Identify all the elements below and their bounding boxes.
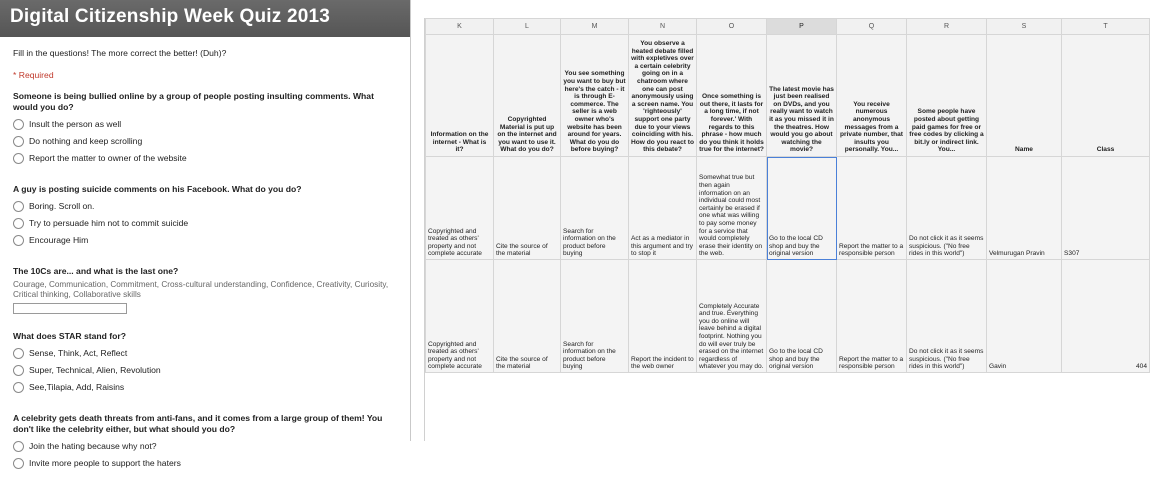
table-cell[interactable]: Report the incident to the web owner	[629, 260, 697, 373]
question-1	[13, 91, 398, 167]
radio-option[interactable]	[13, 116, 398, 133]
option-label: Invite more people to support the haters	[29, 458, 181, 468]
form-body	[13, 48, 398, 489]
option-label: Encourage Him	[29, 235, 89, 245]
column-header-n[interactable]: N	[629, 19, 697, 35]
responses-table	[425, 18, 1150, 373]
option-label: Try to persuade him not to commit suicide	[29, 218, 189, 228]
radio-button[interactable]	[13, 235, 24, 246]
option-label: Do nothing and keep scrolling	[29, 136, 143, 146]
option-label: Super, Technical, Alien, Revolution	[29, 365, 161, 375]
selected-cell[interactable]: Go to the local CD shop and buy the original version	[767, 157, 837, 260]
question-title: The 10Cs are... and what is the last one?	[13, 266, 179, 276]
header-cell[interactable]: The latest movie has just been realised on DVDs, and you really want to watch it as you missed it in the theatres. How would you go about watching the movie?	[767, 35, 837, 157]
option-label: Report the matter to owner of the website	[29, 153, 187, 163]
option-label: Sense, Think, Act, Reflect	[29, 348, 128, 358]
radio-option[interactable]	[13, 362, 398, 379]
column-header-p[interactable]: P	[767, 19, 837, 35]
header-cell[interactable]: You observe a heated debate filled with expletives over a certain celebrity going on in a chatroom where one can post anonymously using a screen name. You 'righteously' support one party due to your views coinciding with his. How do you react to this debate?	[629, 35, 697, 157]
header-cell[interactable]: Class	[1062, 35, 1150, 157]
option-label: See,Tilapia, Add, Raisins	[29, 382, 125, 392]
column-header-q[interactable]: Q	[837, 19, 907, 35]
table-cell[interactable]: Somewhat true but then again information on an individual could most certainly be erased if one what was willing to pay some money for a service that would completely erase their identity on the web.	[697, 157, 767, 260]
radio-option[interactable]	[13, 150, 398, 167]
header-cell[interactable]: Name	[987, 35, 1062, 157]
radio-option[interactable]	[13, 438, 398, 455]
column-header-r[interactable]: R	[907, 19, 987, 35]
table-cell[interactable]: Report the matter to a responsible person	[837, 157, 907, 260]
radio-option[interactable]	[13, 345, 398, 362]
table-cell[interactable]: Copyrighted and treated as others' property and not complete accurate	[426, 260, 494, 373]
required-note: * Required	[13, 70, 54, 80]
responses-spreadsheet	[424, 18, 1153, 441]
option-label: Boring. Scroll on.	[29, 201, 95, 211]
question-2	[13, 184, 398, 249]
radio-button[interactable]	[13, 153, 24, 164]
header-cell[interactable]: You see something you want to buy but here's the catch - it is through E-commerce. The seller is a web owner who's website has been around for years. What do you do before buying?	[561, 35, 629, 157]
table-cell[interactable]: Copyrighted and treated as others' property and not complete accurate	[426, 157, 494, 260]
table-cell[interactable]: Act as a mediator in this argument and try to stop it	[629, 157, 697, 260]
radio-button[interactable]	[13, 441, 24, 452]
radio-button[interactable]	[13, 365, 24, 376]
option-label: Insult the person as well	[29, 119, 122, 129]
form-intro: Fill in the questions! The more correct the better! (Duh)?	[13, 48, 227, 58]
table-cell[interactable]: Do not click it as it seems suspicious. ("No free rides in this world")	[907, 157, 987, 260]
question-5	[13, 413, 398, 472]
header-cell[interactable]: You receive numerous anonymous messages from a private number, that insults you personally. You...	[837, 35, 907, 157]
radio-button[interactable]	[13, 136, 24, 147]
question-title: A guy is posting suicide comments on his Facebook. What do you do?	[13, 184, 302, 194]
radio-option[interactable]	[13, 379, 398, 396]
header-cell[interactable]: Information on the internet - What is it?	[426, 35, 494, 157]
column-header-l[interactable]: L	[494, 19, 561, 35]
radio-option[interactable]	[13, 133, 398, 150]
quiz-form	[0, 0, 411, 468]
column-header-row	[426, 19, 1150, 35]
radio-option[interactable]	[13, 215, 398, 232]
table-cell[interactable]: Search for information on the product before buying	[561, 260, 629, 373]
form-header	[0, 0, 410, 37]
question-help-text: Courage, Communication, Commitment, Cross-cultural understanding, Confidence, Creativity, Curiosity, Critical thinking, Collaborative skills	[13, 280, 389, 299]
question-title: What does STAR stand for?	[13, 331, 126, 341]
header-cell[interactable]: Once something is out there, it lasts for a long time, if not forever.' With regards to this phrase - how much do you think it holds true for the internet?	[697, 35, 767, 157]
column-header-k[interactable]: K	[426, 19, 494, 35]
table-cell[interactable]: Cite the source of the material	[494, 260, 561, 373]
column-header-o[interactable]: O	[697, 19, 767, 35]
radio-option[interactable]	[13, 232, 398, 249]
question-title: A celebrity gets death threats from anti-fans, and it comes from a large group of them! You don't like the celebrity either, but what should you do?	[13, 413, 383, 434]
column-header-s[interactable]: S	[987, 19, 1062, 35]
radio-button[interactable]	[13, 348, 24, 359]
table-cell[interactable]: Gavin	[987, 260, 1062, 373]
question-header-row	[426, 35, 1150, 157]
form-title: Digital Citizenship Week Quiz 2013	[10, 6, 331, 27]
radio-button[interactable]	[13, 458, 24, 469]
radio-button[interactable]	[13, 218, 24, 229]
question-title: Someone is being bullied online by a group of people posting insulting comments. What would you do?	[13, 91, 374, 112]
table-row	[426, 260, 1150, 373]
column-header-t[interactable]: T	[1062, 19, 1150, 35]
option-label: Join the hating because why not?	[29, 441, 157, 451]
table-cell[interactable]: Report the matter to a responsible person	[837, 260, 907, 373]
radio-option[interactable]	[13, 455, 398, 472]
table-cell[interactable]: S307	[1062, 157, 1150, 260]
radio-button[interactable]	[13, 382, 24, 393]
answer-text-input[interactable]	[13, 303, 127, 314]
table-cell[interactable]: Velmurugan Pravin	[987, 157, 1062, 260]
table-cell[interactable]: Completely Accurate and true. Everything you do online will leave behind a digital footprint. Nothing you do will ever truly be erased on the internet regardless of whatever you may do.	[697, 260, 767, 373]
header-cell[interactable]: Some people have posted about getting paid games for free or free codes by clicking a bit.ly or indirect link. You...	[907, 35, 987, 157]
header-cell[interactable]: Copyrighted Material is put up on the internet and you want to use it. What do you do?	[494, 35, 561, 157]
radio-option[interactable]	[13, 198, 398, 215]
question-4	[13, 331, 398, 396]
table-cell[interactable]: Cite the source of the material	[494, 157, 561, 260]
table-cell[interactable]: Go to the local CD shop and buy the original version	[767, 260, 837, 373]
question-3	[13, 266, 398, 314]
table-cell[interactable]: Do not click it as it seems suspicious. ("No free rides in this world")	[907, 260, 987, 373]
table-row	[426, 157, 1150, 260]
column-header-m[interactable]: M	[561, 19, 629, 35]
table-cell[interactable]: 404	[1062, 260, 1150, 373]
radio-button[interactable]	[13, 119, 24, 130]
radio-button[interactable]	[13, 201, 24, 212]
table-cell[interactable]: Search for information on the product before buying	[561, 157, 629, 260]
